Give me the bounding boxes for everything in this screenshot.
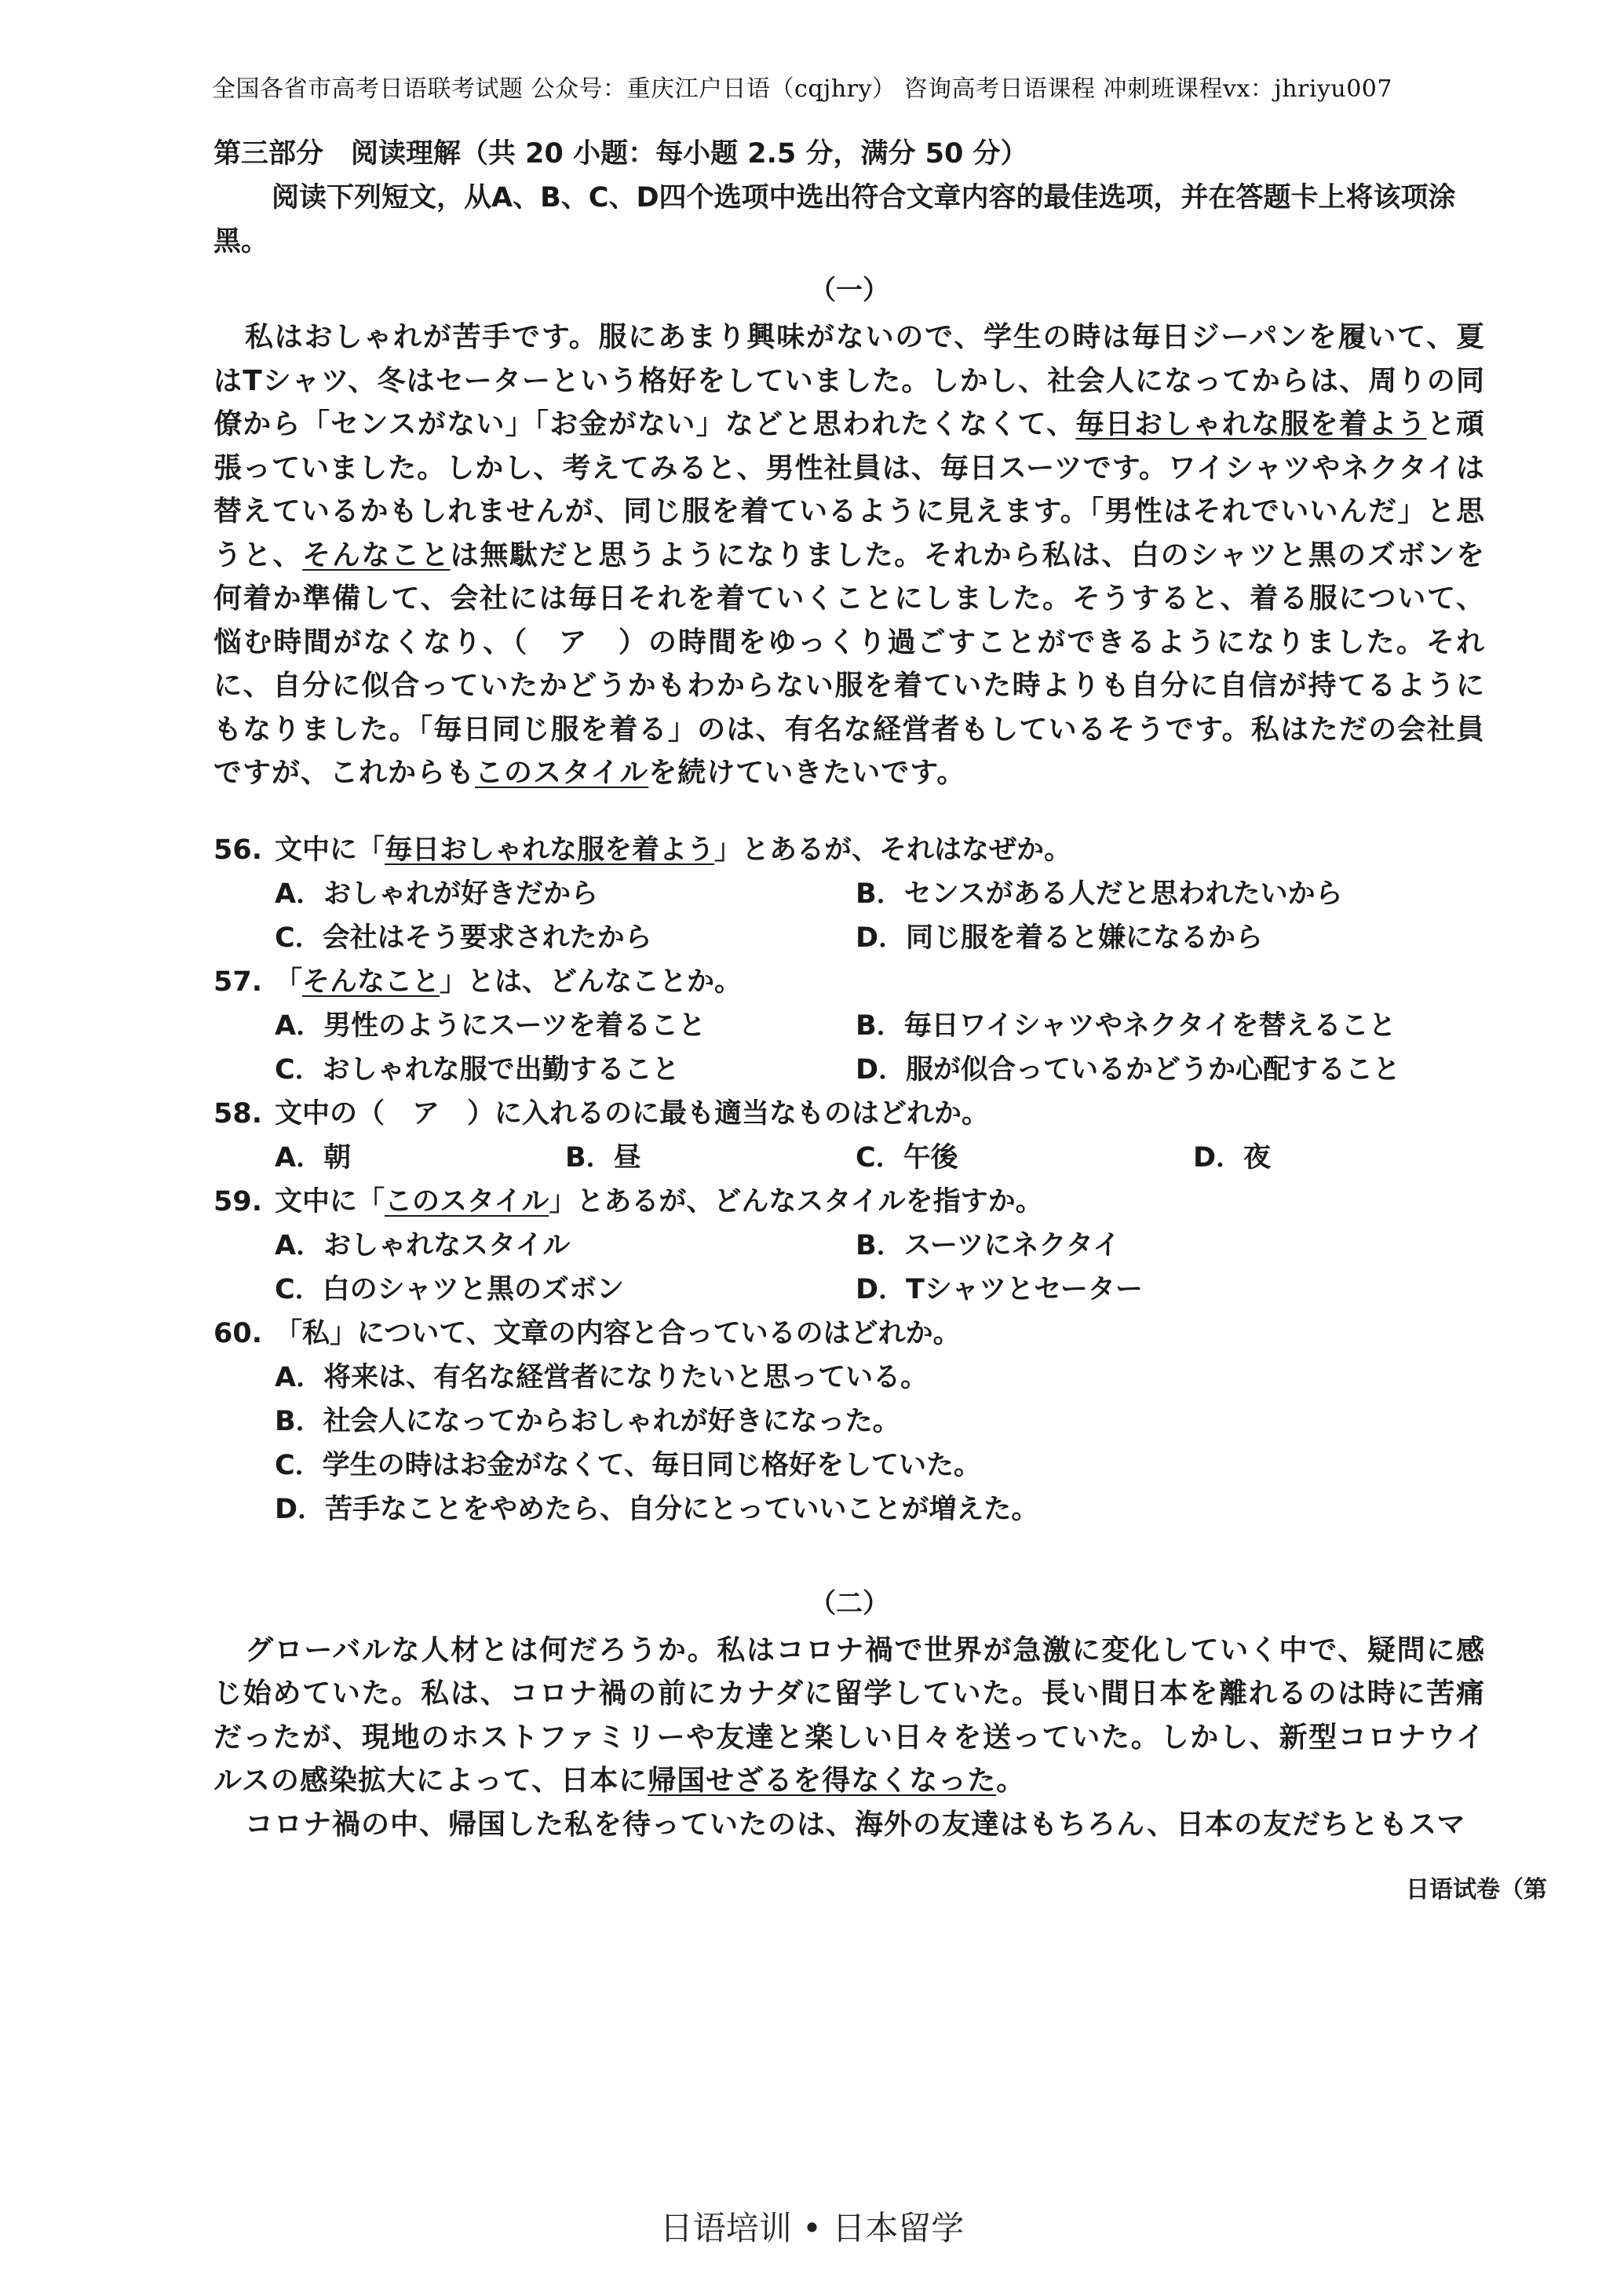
question-number: 57. [213,965,263,998]
passage-1-text-segment: と頑張っていました。しかし、考えてみると、男性社員は、毎日スーツです。ワイシャツやネクタイは替えているかもしれませんが、同じ服を着ているように見えます。「男性はそれでいいんだ」と思うと、 [213,408,1485,571]
question-60-options [213,1356,1485,1531]
question-60 [213,1312,1485,1356]
option-b: B．昼 [565,1141,641,1174]
passage-1-text [213,316,1485,795]
passage-2-number: （二） [809,1587,889,1619]
option-d: D．夜 [1193,1141,1272,1174]
option-b: B．毎日ワイシャツやネクタイを替えること [856,1009,1396,1042]
question-text: 文中に「 [275,1185,385,1217]
question-text: 」とは、どんなことか。 [440,965,743,998]
option-a: A．朝 [275,1141,352,1174]
question-56-options [213,872,1485,960]
footer-text: 日语培训 • 日本留学 [659,2209,965,2247]
header-banner: 全国各省市高考日语联考试题 公众号：重庆江户日语（cqjhry） 咨询高考日语课程 冲刺班课程vx：jhriyu007 [212,75,1392,103]
option-c: C．会社はそう要求されたから [275,922,652,954]
underlined-phrase-3: このスタイル [475,757,649,789]
passage-1-text-segment: は無駄だと思うようになりました。それから私は、白のシャツと黒のズボンを何着か準備して、会社には毎日それを着ていくことにしました。そうすると、着る服について、悩む時間がなくなり、（ ア ）の時間をゆっくり過ごすことができるようになりました。それに、自分に似合っていたかどうかもわからない服を着ていた時よりも自分に自信が持てるようにもなりました。「毎日同じ服を着る」のは、有名な経営者もしているそうです。私はただの会社員ですが、これからも [213,538,1486,789]
question-58-options [213,1136,1485,1180]
question-57 [213,960,1485,1004]
passage-2 [213,1582,1485,1847]
question-text: 文中の（ ア ）に入れるのに最も適当なものはどれか。 [275,1097,990,1130]
question-59 [213,1180,1485,1224]
question-text: 」とあるが、どんなスタイルを指すか。 [549,1185,1043,1217]
option-a: A．男性のようにスーツを着ること [275,1009,706,1042]
reading-section [213,133,1485,1846]
option-a: A．おしゃれなスタイル [275,1229,571,1261]
underlined-phrase-2: そんなこと [302,538,451,571]
question-57-options [213,1004,1485,1092]
passage-2-text-segment: グローバルな人材とは何だろうか。私はコロナ禍で世界が急激に変化していく中で、疑問に感じ始めていた。私は、コロナ禍の前にカナダに留学していた。長い間日本を離れるのは時に苦痛だったが、現地のホストファミリーや友達と楽しい日々を送っていた。しかし、新型コロナウイルスの感染拡大によって、日本に [213,1633,1485,1797]
question-text: 」とあるが、それはなぜか。 [714,834,1072,866]
question-underline: このスタイル [385,1185,549,1217]
option-c: C．午後 [856,1141,958,1174]
question-number: 56. [213,834,263,866]
question-56 [213,828,1485,872]
option-b: B．センスがある人だと思われたいから [856,878,1343,910]
question-text: 「 [275,965,303,998]
question-number: 60. [213,1317,263,1349]
question-59-options [213,1224,1485,1312]
passage-1-number: （一） [809,275,889,306]
option-a: A．おしゃれが好きだから [275,878,599,910]
option-d: D．Tシャツとセーター [856,1273,1143,1305]
question-underline: 毎日おしゃれな服を着よう [385,834,715,866]
passage-1-text-segment: 私はおしゃれが苦手です。服にあまり興味がないので、学生の時は毎日ジーパンを履いて、夏はTシャツ、冬はセーターという格好をしていました。しかし、社会人になってからは、周りの同僚から「センスがない」「お金がない」などと思われたくなくて、 [213,321,1485,440]
passage-2-paragraph-1 [213,1629,1485,1803]
option-d: D．同じ服を着ると嫌になるから [856,922,1264,954]
question-number: 58. [213,1097,263,1130]
page-number-tag: 日语试卷（第 [1406,1876,1547,1904]
underlined-phrase-4: 帰国せざるを得なくなった [648,1765,997,1797]
underlined-phrase-1: 毎日おしゃれな服を着よう [1075,408,1427,440]
question-list [213,828,1485,1531]
option-b: B．社会人になってからおしゃれが好きになった。 [275,1405,900,1437]
question-58 [213,1092,1485,1136]
option-c: C．白のシャツと黒のズボン [275,1273,624,1305]
option-a: A．将来は、有名な経営者になりたいと思っている。 [275,1361,929,1393]
question-text: 「私」について、文章の内容と合っているのはどれか。 [275,1317,961,1349]
option-b: B．スーツにネクタイ [856,1229,1121,1261]
section-instruction: 阅读下列短文，从A、B、C、D四个选项中选出符合文章内容的最佳选项，并在答题卡上将该项涂黑。 [213,182,1456,257]
passage-1-text-segment: を続けていきたいです。 [648,757,966,789]
option-d: D．苦手なことをやめたら、自分にとっていいことが増えた。 [275,1493,1039,1525]
option-d: D．服が似合っているかどうか心配すること [856,1053,1401,1086]
question-text: 文中に「 [275,834,385,866]
question-underline: そんなこと [302,965,440,998]
passage-2-paragraph-2: コロナ禍の中、帰国した私を待っていたのは、海外の友達はもちろん、日本の友だちともスマ [245,1808,1466,1841]
option-c: C．おしゃれな服で出勤すること [275,1053,680,1086]
section-title: 第三部分 阅读理解（共 20 小题：每小题 2.5 分，满分 50 分） [213,138,1028,170]
passage-2-text-segment: 。 [996,1765,1026,1797]
question-number: 59. [213,1185,263,1217]
option-c: C．学生の時はお金がなくて、毎日同じ格好をしていた。 [275,1449,981,1481]
